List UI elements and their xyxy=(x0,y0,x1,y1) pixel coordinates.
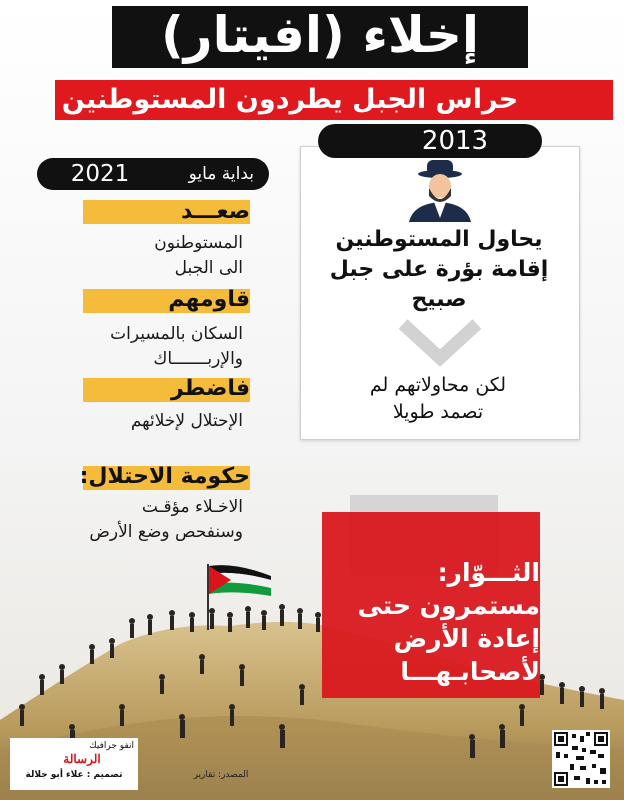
text-line: إقامة بؤرة على جبل xyxy=(329,257,549,282)
text-line: مستمرون حتى xyxy=(357,591,540,620)
chevron-down-icon xyxy=(395,318,485,366)
text-line: الثـــوّار: xyxy=(437,558,540,587)
rebels-statement-text xyxy=(330,556,540,688)
section-body xyxy=(154,231,243,281)
credit-label: انفو جرافيك xyxy=(89,741,134,751)
settlers-attempt-text xyxy=(310,225,568,315)
section-heading: حكومة الاحتلال: xyxy=(79,464,250,489)
section-heading: قاومهم xyxy=(168,287,250,312)
text-line: وسنفحص وضع الأرض xyxy=(89,522,243,542)
designer-credit: تصميم : علاء أبو جلالة xyxy=(25,770,123,780)
text-line: الاخـلاء مؤقـت xyxy=(141,497,243,517)
text-line: يحاول المستوطنين xyxy=(335,227,543,252)
text-line: السكان بالمسيرات xyxy=(110,324,243,344)
source-label: المصدر: تقارير xyxy=(193,770,249,780)
text-line: والإربـــــــاك xyxy=(153,349,243,369)
section-body xyxy=(110,322,243,372)
section-body xyxy=(131,409,243,434)
qr-code[interactable] xyxy=(552,730,610,788)
brand-logo: الرسالة xyxy=(63,752,101,766)
page-title: إخلاء (افيتار) xyxy=(160,6,480,64)
section-body xyxy=(89,495,243,545)
attempt-failed-note xyxy=(312,372,564,426)
text-line: لكن محاولاتهم لم xyxy=(369,374,507,396)
section-heading: صعـــد xyxy=(181,199,250,224)
text-line: الى الجبل xyxy=(174,258,243,278)
text-line: صبيح xyxy=(411,287,467,312)
text-line: تصمد طويلا xyxy=(392,401,484,423)
page-subtitle: حراس الجبل يطردون المستوطنين xyxy=(61,84,519,115)
start-date-label: بداية مايو xyxy=(188,164,254,184)
text-line: إعادة الأرض xyxy=(393,624,540,653)
text-line: المستوطنون xyxy=(154,233,243,253)
text-line: الإحتلال لإخلائهم xyxy=(130,411,243,431)
settler-icon xyxy=(403,158,477,222)
year-badge-label: 2013 xyxy=(421,126,489,156)
palestine-flag-icon xyxy=(205,562,275,630)
text-line: لأصحابـهـــا xyxy=(400,657,540,686)
start-date-year: 2021 xyxy=(70,161,130,187)
section-heading: فاضطر xyxy=(170,376,250,401)
